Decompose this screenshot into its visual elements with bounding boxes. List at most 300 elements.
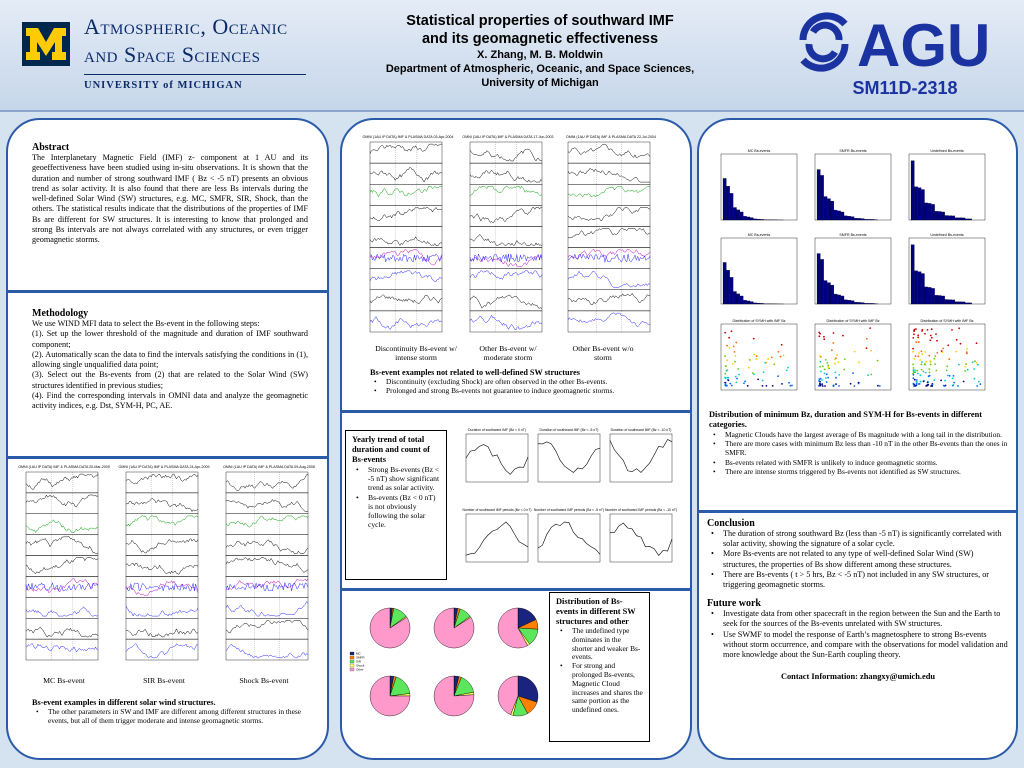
series-line (568, 168, 650, 182)
pie-legend-swatch (350, 660, 354, 663)
pie-title: Distribution of Bs-events in different SW structures and other (556, 597, 636, 626)
histogram-bar (817, 254, 820, 304)
series-line (568, 229, 650, 238)
scatter-point (734, 361, 736, 363)
yearly-bullet: • Strong Bs-events (Bz < -5 nT) show significant trend as solar activity. (352, 465, 440, 493)
histogram-bar (918, 188, 921, 220)
timeseries-plot-other-moderate (460, 132, 556, 344)
scatter-point (978, 381, 980, 383)
subplot-frame (470, 184, 542, 205)
scatter-point (729, 347, 731, 349)
series-line (126, 644, 198, 658)
series-line (26, 474, 98, 490)
scatter-point (838, 385, 840, 387)
series-line (226, 644, 308, 658)
histogram-title: MC Bs-events (747, 149, 771, 153)
scatter-point (778, 351, 780, 353)
scatter-point (838, 374, 840, 376)
scatter-point (820, 361, 822, 363)
scatter-point (974, 378, 976, 380)
scatter-point (786, 370, 788, 372)
subplot-frame (370, 142, 442, 163)
histogram-bar (861, 303, 864, 304)
yearly-panel-frame (538, 514, 600, 562)
yearly-trend-line (466, 445, 528, 475)
subplot-frame (370, 184, 442, 205)
section-divider (342, 410, 690, 413)
scatter-point (728, 379, 730, 381)
histogram-bar (955, 218, 958, 220)
scatter-point (915, 385, 917, 387)
scatter-point (835, 377, 837, 379)
scatter-point (915, 381, 917, 383)
affiliation-line2: University of Michigan (481, 77, 599, 89)
scatter-point (819, 355, 821, 357)
scatter-point (955, 351, 957, 353)
histogram-bar (753, 219, 756, 220)
subplot-frame (470, 269, 542, 290)
subplot-frame (226, 639, 308, 660)
scatter-point (925, 361, 927, 363)
series-line (370, 207, 442, 220)
scatter-point (964, 370, 966, 372)
scatter-point (928, 368, 930, 370)
scatter-point (734, 351, 736, 353)
histogram-bar (938, 295, 941, 304)
histogram-bar (952, 216, 955, 220)
abstract-title: Abstract (32, 142, 70, 153)
scatter-point (822, 385, 824, 387)
series-line (26, 558, 98, 574)
series-line (126, 499, 198, 512)
histogram-bar (914, 271, 917, 304)
histogram-bar (928, 287, 931, 304)
series-line (226, 500, 308, 512)
dept-name-line2: and Space Sciences (84, 42, 261, 67)
scatter-point (773, 364, 775, 366)
distribution-title: Distribution of minimum Bz, duration and SYM-H for Bs-events in different categories. (709, 410, 983, 429)
series-line (470, 170, 542, 182)
scatter-point (790, 385, 792, 387)
yearly-panel-title: Number of southward IMF periods (Bz < 0 nT) (462, 508, 532, 512)
scatter-point (762, 380, 764, 382)
scatter-point (929, 339, 931, 341)
yearly-trend-line (466, 522, 528, 555)
scatter-point (733, 346, 735, 348)
yearly-panel-frame (610, 514, 672, 562)
histogram-bar (750, 302, 753, 304)
series-line (126, 474, 198, 484)
histogram-bar (750, 218, 753, 220)
histogram-bar (952, 300, 955, 304)
pie-legend-label: Shock (356, 663, 365, 668)
dept-divider (84, 74, 306, 75)
scatter-point (735, 355, 737, 357)
scatter-point (957, 385, 959, 387)
subplot-frame (370, 163, 442, 184)
histogram-bar (841, 212, 844, 220)
scatter-point (735, 376, 737, 378)
series-line (470, 186, 542, 196)
scatter-point (913, 333, 915, 335)
conclusion-bullet: • The duration of strong southward Bz (less than -5 nT) is significantly correlated with solar activity, showing the signature of a solar cycle. (707, 529, 1009, 549)
scatter-point (725, 385, 727, 387)
scatter-frame (909, 324, 985, 390)
timeseries-plot-sir (116, 462, 212, 672)
scatter-point (747, 385, 749, 387)
histogram-bar (837, 211, 840, 220)
conclusion-title: Conclusion (707, 518, 755, 529)
scatter-point (781, 344, 783, 346)
histogram-bar (851, 217, 854, 220)
distribution-bullet: • There are intense storms triggered by Bs-events not identified as SW structures. (709, 467, 1009, 476)
scatter-point (944, 380, 946, 382)
subplot-frame (26, 597, 98, 618)
scatter-point (924, 363, 926, 365)
subplot-frame (226, 618, 308, 639)
histogram-bar (733, 207, 736, 220)
scatter-point (919, 359, 921, 361)
yearly-panel-frame (466, 514, 528, 562)
sw-examples-bullet: • The other parameters in SW and IMF are different among different structures in these events, but all of them trigger moderate and intense geomagnetic storms. (32, 707, 312, 725)
histogram-bar (914, 187, 917, 220)
histogram-bar (938, 211, 941, 220)
subplot-frame (26, 514, 98, 535)
scatter-point (844, 358, 846, 360)
scatter-point (917, 337, 919, 339)
scatter-point (777, 375, 779, 377)
histogram-bar (868, 303, 871, 304)
scatter-point (914, 371, 916, 373)
agu-wordmark: AGU (857, 12, 991, 74)
histogram-bar (854, 218, 857, 220)
scatter-point (919, 374, 921, 376)
scatter-point (956, 339, 958, 341)
histogram-title: SMFR Bs-events (839, 149, 867, 153)
scatter-point (912, 363, 914, 365)
scatter-point (833, 385, 835, 387)
series-line (470, 315, 542, 330)
sw-examples-text (32, 698, 312, 725)
abstract-text: The Interplanetary Magnetic Field (IMF) z- component at 1 AU and its geoeffectiveness have been studied using in-situ observations. It is shown that the duration and number of strong southward IMF ( Bz < -5 nT) presents an obvious trend as solar activity. It is also found that there are less Bs intervals during the well-defined Solar Wind (SW) structures, e.g. MC, SMFR, SIR, Shock, than the others. The statistical results indicate that the distributions of the properties of IMF Bs are different for SW structures. It is interesting to know that prolonged and strong Bs intervals are not always correlated with any structures, or even trigger geomagnetic storms. (32, 153, 308, 245)
histogram-bar (931, 288, 934, 304)
scatter-point (948, 358, 950, 360)
scatter-point (724, 332, 726, 334)
scatter-point (831, 349, 833, 351)
histogram-bar (941, 296, 944, 304)
scatter-point (762, 385, 764, 387)
scatter-point (934, 363, 936, 365)
nonsw-bullet: • Prolonged and strong Bs-events not guarantee to induce geomagnetic storms. (370, 386, 670, 395)
subplot-frame (126, 493, 198, 514)
scatter-point (724, 382, 726, 384)
scatter-point (966, 351, 968, 353)
scatter-point (947, 344, 949, 346)
distribution-text (709, 410, 1009, 476)
histogram-bar (861, 219, 864, 220)
future-bullet: • Investigate data from other spacecraft in the region between the Sun and the Earth to seek for the sources of the Bs-events unrelated with SW structures. (707, 609, 1009, 629)
caption-mc: MC Bs-event (43, 676, 85, 685)
yearly-trend-line (538, 442, 600, 473)
histogram-title: MC Bs-events (747, 233, 771, 237)
pie-description-box (549, 592, 650, 742)
histogram-bar (962, 302, 965, 304)
series-line (26, 520, 98, 533)
scatter-point (913, 383, 915, 385)
conclusion-bullet: • There are Bs-events ( t > 5 hrs, Bz < -5 nT) not included in any SW structures, or triggering geomagnetic storms. (707, 570, 1009, 590)
scatter-point (915, 355, 917, 357)
section-divider (342, 588, 690, 591)
histogram-bar (864, 303, 867, 304)
scatter-point (724, 377, 726, 379)
histogram-bar (723, 262, 726, 304)
scatter-point (843, 369, 845, 371)
scatter-point (921, 364, 923, 366)
scatter-point (917, 356, 919, 358)
scatter-point (821, 379, 823, 381)
scatter-point (912, 351, 914, 353)
subplot-frame (126, 618, 198, 639)
histogram-bar (737, 210, 740, 220)
histogram-bar (824, 197, 827, 220)
plot-title: OMNI (1AU IP DATA) IMF & PLASMA DATA 09-Aug-2008 (223, 465, 315, 469)
conclusion-section (707, 518, 1009, 681)
scatter-point (947, 375, 949, 377)
histogram-bar (928, 203, 931, 220)
timeseries-plot-other-nostorm (558, 132, 664, 344)
caption-discontinuity: Discontinuity Bs-event w/ intense storm (375, 344, 457, 362)
subplot-frame (26, 493, 98, 514)
subplot-frame (370, 226, 442, 247)
subplot-frame (370, 205, 442, 226)
nonsw-examples-title: Bs-event examples not related to well-defined SW structures (370, 368, 580, 377)
histogram-title: SMFR Bs-events (839, 233, 867, 237)
scatter-point (921, 330, 923, 332)
scatter-point (915, 328, 917, 330)
scatter-point (916, 379, 918, 381)
pie-legend-label: SMFR (356, 655, 365, 660)
poster-id: SM11D-2318 (852, 78, 958, 98)
yearly-trend-line (610, 523, 672, 556)
histogram-bar (844, 216, 847, 220)
scatter-point (724, 373, 726, 375)
scatter-point (933, 379, 935, 381)
scatter-point (870, 374, 872, 376)
yearly-panel-frame (538, 434, 600, 482)
pie-bullet: • The undefined type dominates in the shorter and weaker Bs-events. (556, 627, 643, 662)
scatter-point (819, 384, 821, 386)
scatter-point (827, 366, 829, 368)
histogram-bar (948, 300, 951, 304)
scatter-point (963, 381, 965, 383)
scatter-point (755, 358, 757, 360)
scatter-point (967, 369, 969, 371)
series-line (470, 207, 542, 222)
scatter-point (877, 360, 879, 362)
scatter-point (735, 382, 737, 384)
subplot-frame (470, 205, 542, 226)
subplot-frame (568, 226, 650, 247)
scatter-point (737, 368, 739, 370)
scatter-point (935, 333, 937, 335)
pie-bullet: • For strong and prolonged Bs-events, Magnetic Cloud increases and shares the same portion as the undefined ones. (556, 662, 643, 715)
scatter-point (953, 375, 955, 377)
scatter-point (787, 367, 789, 369)
title-line2: and its geomagnetic effectiveness (421, 31, 659, 47)
scatter-point (731, 385, 733, 387)
scatter-title: Distribution of SYMH with IMF Bz (920, 319, 974, 323)
histogram-bar (948, 216, 951, 220)
series-line (226, 602, 308, 616)
series-line (126, 581, 198, 595)
histogram-bar (868, 219, 871, 220)
scatter-point (827, 365, 829, 367)
subplot-frame (568, 205, 650, 226)
scatter-point (914, 379, 916, 381)
scatter-point (913, 374, 915, 376)
scatter-point (818, 380, 820, 382)
methodology-line: We use WIND MFI data to select the Bs-event in the following steps: (32, 319, 260, 328)
subplot-frame (470, 290, 542, 311)
future-title: Future work (707, 598, 761, 610)
scatter-point (936, 352, 938, 354)
subplot-frame (226, 576, 308, 597)
scatter-point (951, 329, 953, 331)
section-divider (8, 290, 327, 293)
series-line (370, 317, 442, 330)
pie-legend-swatch (350, 656, 354, 659)
scatter-point (834, 363, 836, 365)
scatter-point (913, 369, 915, 371)
scatter-point (949, 375, 951, 377)
subplot-frame (568, 184, 650, 205)
scatter-point (728, 337, 730, 339)
caption-other-moderate: Other Bs-event w/ moderate storm (479, 344, 537, 362)
methodology-section (32, 308, 308, 412)
series-line (470, 271, 542, 280)
scatter-point (822, 365, 824, 367)
scatter-point (788, 382, 790, 384)
affiliation-line1: Department of Atmospheric, Oceanic, and Space Sciences, (385, 63, 695, 75)
series-line (126, 563, 198, 574)
scatter-point (930, 335, 932, 337)
timeseries-plot-discontinuity (360, 132, 456, 344)
plot-title: OMNI (1AU IP DATA) IMF & PLASMA DATA 03-Apr-2004 (362, 135, 454, 139)
scatter-point (913, 385, 915, 387)
series-line (470, 254, 542, 262)
histogram-bar (743, 216, 746, 220)
plot-title: OMNI (1AU IP DATA) IMF & PLASMA DATA 24-Apr-2009 (118, 465, 210, 469)
histogram-bar (834, 294, 837, 304)
scatter-point (946, 365, 948, 367)
histogram-bar (726, 186, 729, 220)
nonsw-bullet: • Discontinuity (excluding Shock) are often observed in the other Bs-events. (370, 377, 670, 386)
scatter-point (732, 363, 734, 365)
series-line (370, 168, 442, 183)
poster-header (0, 0, 1024, 112)
scatter-title: Distribution of SYMH with IMF Bz (732, 319, 786, 323)
histogram-bar (831, 201, 834, 220)
subplot-frame (470, 248, 542, 269)
histogram-bar (747, 301, 750, 304)
subplot-frame (370, 248, 442, 269)
series-line (470, 149, 542, 161)
scatter-point (912, 348, 914, 350)
scatter-frame (815, 324, 891, 390)
subplot-frame (226, 472, 308, 493)
scatter-point (726, 359, 728, 361)
series-line (26, 643, 98, 652)
scatter-point (825, 377, 827, 379)
scatter-point (931, 328, 933, 330)
scatter-point (826, 362, 828, 364)
series-line (26, 607, 98, 616)
subplot-frame (226, 535, 308, 556)
scatter-point (952, 384, 954, 386)
scatter-point (943, 385, 945, 387)
scatter-point (818, 332, 820, 334)
series-line (126, 606, 198, 616)
histogram-bar (760, 303, 763, 304)
methodology-line: (4). Find the corresponding intervals in OMNI data and analyze the geomagnetic activity indices, e.g. Dst, SYM-H, PC, AE. (32, 391, 308, 411)
histogram-bar (757, 219, 760, 220)
authors: X. Zhang, M. B. Moldwin (477, 49, 603, 61)
series-line (370, 186, 442, 196)
histogram-bar (743, 300, 746, 304)
histogram-bar (968, 219, 971, 220)
scatter-point (973, 368, 975, 370)
section-divider (8, 456, 327, 459)
scatter-point (870, 350, 872, 352)
agu-logo (795, 10, 1005, 74)
scatter-point (918, 352, 920, 354)
section-divider (699, 510, 1016, 513)
yearly-trend-title: Yearly trend of total duration and count of Bs-events (352, 435, 430, 464)
pie-legend-swatch (350, 652, 354, 655)
histogram-bar (958, 302, 961, 304)
histogram-bar (740, 212, 743, 220)
scatter-point (913, 371, 915, 373)
scatter-point (838, 361, 840, 363)
scatter-point (738, 374, 740, 376)
yearly-panel-title: Duration of southward IMF (Bz < -10 nT) (610, 428, 672, 432)
methodology-line: (1). Set up the lower threshold of the magnitude and duration of IMF southward component; (32, 329, 308, 349)
scatter-point (940, 380, 942, 382)
histogram-bar (871, 219, 874, 220)
scatter-point (952, 377, 954, 379)
scatter-point (818, 385, 820, 387)
scatter-point (924, 333, 926, 335)
histogram-bar (817, 170, 820, 220)
scatter-point (980, 383, 982, 385)
series-line (568, 144, 650, 157)
caption-other-nostorm: Other Bs-event w/o storm (572, 344, 634, 362)
subplot-frame (126, 556, 198, 577)
scatter-point (780, 356, 782, 358)
histogram-bar (871, 303, 874, 304)
caption-shock: Shock Bs-event (239, 676, 289, 685)
histogram-bar (740, 296, 743, 304)
histogram-bar (837, 295, 840, 304)
scatter-point (932, 384, 934, 386)
scatter-point (824, 369, 826, 371)
scatter-point (854, 385, 856, 387)
scatter-point (833, 332, 835, 334)
scatter-point (929, 375, 931, 377)
distribution-bullet: • There are more cases with minimum Bz less than -10 nT in the other Bs-events than the ones in SMFR. (709, 439, 1009, 457)
scatter-point (753, 354, 755, 356)
histogram-bar (941, 212, 944, 220)
